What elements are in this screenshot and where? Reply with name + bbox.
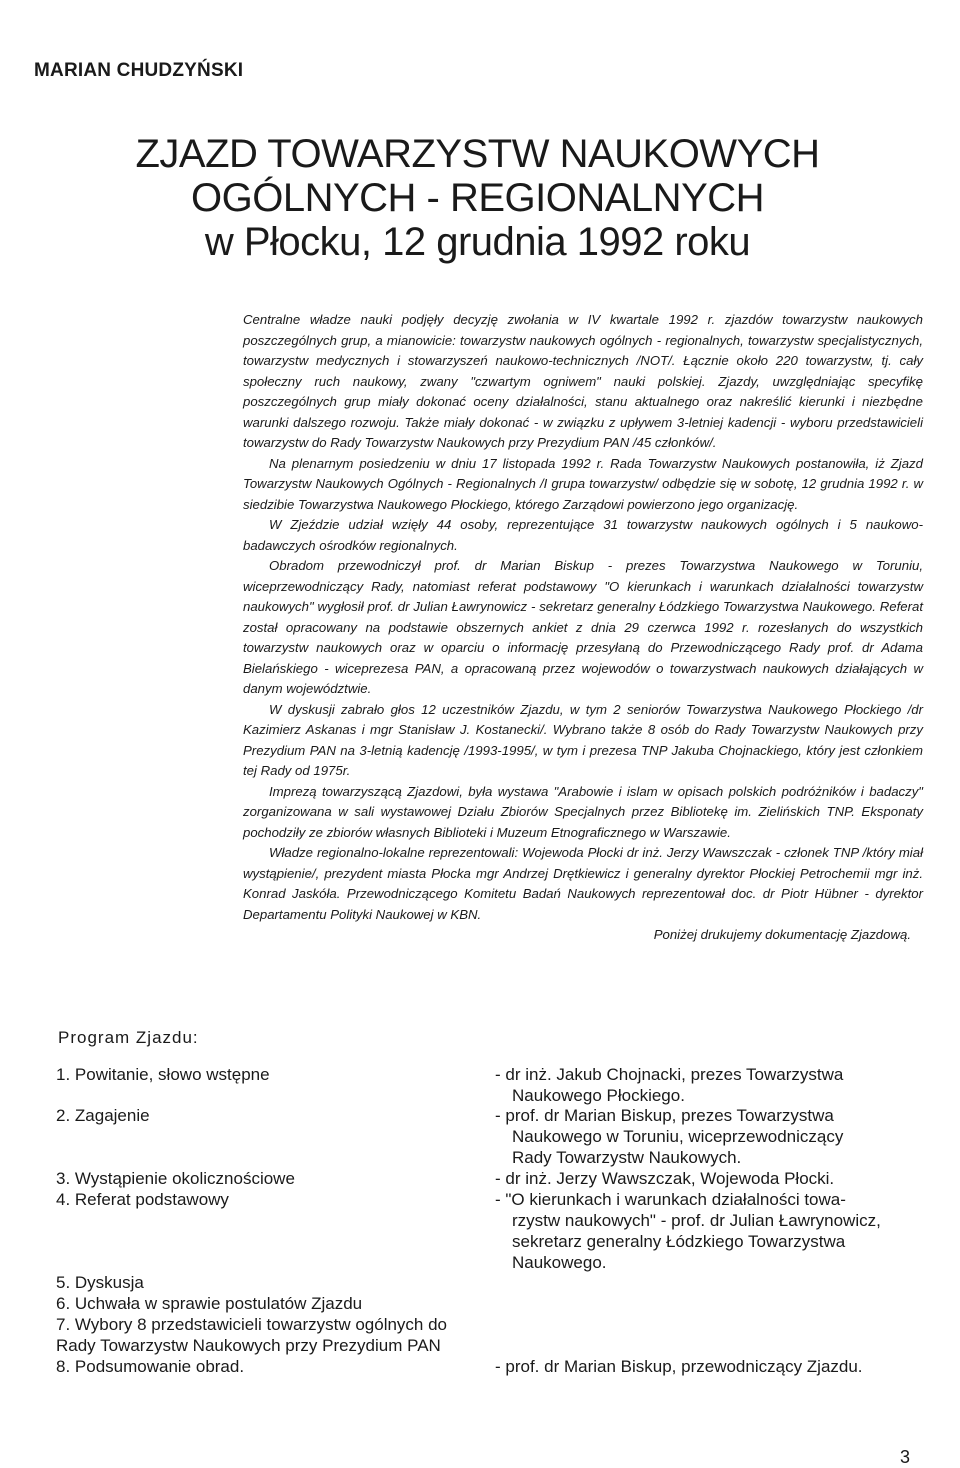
desc-line: Naukowego Płockiego. — [512, 1086, 685, 1105]
title-line-3: w Płocku, 12 grudnia 1992 roku — [204, 220, 751, 264]
paragraph: Na plenarnym posiedzeniu w dniu 17 listopada 1992 r. Rada Towarzystw Naukowych postanowiła, iż Zjazd Towarzystw Naukowych Ogólnych - Regionalnych /I grupa towarzystw/ odbędzie się w sobotę, 12 grudnia 1992 r. w siedzibie Towarzystwa Naukowego Płockiego, którego Zarządowi powierzono jego organizację. — [243, 455, 923, 512]
desc-line: - "O kierunkach i warunkach działalności towa- — [495, 1190, 846, 1209]
program-item-desc — [495, 1064, 895, 1106]
program-item-desc — [495, 1189, 895, 1273]
desc-line: - prof. dr Marian Biskup, prezes Towarzystwa — [495, 1106, 834, 1125]
program-item-label: Rady Towarzystw Naukowych przy Prezydium PAN — [56, 1336, 441, 1355]
desc-line: - prof. dr Marian Biskup, przewodniczący Zjazdu. — [495, 1357, 863, 1376]
program-item-label: 6. Uchwała w sprawie postulatów Zjazdu — [56, 1294, 363, 1313]
article-title — [0, 132, 955, 264]
program-item-label: 1. Powitanie, słowo wstępne — [56, 1065, 270, 1084]
title-line-1: ZJAZD TOWARZYSTW NAUKOWYCH — [135, 132, 820, 176]
paragraph: W Zjeździe udział wzięły 44 osoby, reprezentujące 31 towarzystw naukowych ogólnych i 5 naukowo-badawczych ośrodków regionalnych. — [243, 517, 923, 553]
paragraph: Obradom przewodniczył prof. dr Marian Biskup - prezes Towarzystwa Naukowego w Toruniu, wiceprzewodniczący Rady, natomiast referat podstawowy "O kierunkach i warunkach działalności towarzystw naukowych" wygłosił prof. dr Julian Ławrynowicz - sekretarz generalny Łódzkiego Towarzystwa Naukowego. Referat został opracowany na podstawie obszernych ankiet z dnia 29 czerwca 1992 r. rozesłanych do wszystkich towarzystw naukowych oraz w oparciu o informację przesyłaną do Przewodniczącego Rady prof. dr Adama Bielańskiego - wiceprezesa PAN, a opracowaną przez wojewodów o towarzystwach naukowych działających w danym województwie. — [243, 558, 923, 696]
desc-line: sekretarz generalny Łódzkiego Towarzystwa — [512, 1232, 846, 1251]
desc-line: Rady Towarzystw Naukowych. — [512, 1148, 742, 1167]
program-item-label: 8. Podsumowanie obrad. — [56, 1357, 245, 1376]
program-item-desc — [495, 1168, 895, 1189]
paragraph: Władze regionalno-lokalne reprezentowali: Wojewoda Płocki dr inż. Jerzy Wawszczak - członek TNP /który miał wystąpienie/, prezydent miasta Płocka mgr Andrzej Drętkiewicz i generalny dyrektor Płockiej Petrochemii mgr inż. Konrad Jaskóła. Przewodniczącego Komitetu Badań Naukowych reprezentował doc. dr Piotr Hübner - dyrektor Departamentu Polityki Naukowej w KBN. — [243, 845, 923, 922]
desc-line: - dr inż. Jerzy Wawszczak, Wojewoda Płocki. — [495, 1169, 835, 1188]
page-number: 3 — [899, 1447, 910, 1467]
paragraph: W dyskusji zabrało głos 12 uczestników Zjazdu, w tym 2 seniorów Towarzystwa Naukowego Płockiego /dr Kazimierz Askanas i mgr Stanisław J. Kostanecki/. Wybrano także 8 osób do Rady Towarzystw Naukowych przy Prezydium PAN na 3-letnią kadencję /1993-1995/, w tym i prezesa TNP Jakuba Chojnackiego, który jest członkiem tej Rady od 1975r. — [243, 701, 923, 778]
desc-line: Naukowego w Toruniu, wiceprzewodniczący — [512, 1127, 844, 1146]
program-item-label: 3. Wystąpienie okolicznościowe — [56, 1169, 295, 1188]
program-item-label: 7. Wybory 8 przedstawicieli towarzystw ogólnych do — [56, 1315, 448, 1334]
desc-line: rzystw naukowych" - prof. dr Julian Ławrynowicz, — [512, 1211, 881, 1230]
desc-line: - dr inż. Jakub Chojnacki, prezes Towarzystwa — [495, 1065, 844, 1084]
program-item-label: 2. Zagajenie — [56, 1106, 150, 1125]
author-name: MARIAN CHUDZYŃSKI — [34, 60, 244, 81]
program-item-desc — [495, 1105, 895, 1168]
program-item-label: 4. Referat podstawowy — [56, 1190, 229, 1209]
desc-line: Naukowego. — [512, 1253, 607, 1272]
program-item-label: 5. Dyskusja — [56, 1273, 144, 1292]
paragraph: Imprezą towarzyszącą Zjazdowi, była wystawa "Arabowie i islam w opisach polskich podróżników i badaczy" zorganizowana w sali wystawowej Działu Zbiorów Specjalnych przez Bibliotekę im. Zielińskich TNP. Eksponaty pochodziły ze zbiorów własnych Biblioteki i Muzeum Etnograficznego w Warszawie. — [243, 783, 923, 840]
closing-line: Poniżej drukujemy dokumentację Zjazdową. — [653, 927, 911, 942]
paragraph: Centralne władze nauki podjęły decyzję zwołania w IV kwartale 1992 r. zjazdów towarzystw naukowych poszczególnych grup, a mianowicie: towarzystw naukowych ogólnych - regionalnych, towarzystw specjalistycznych, towarzystw medycznych i stowarzyszeń naukowo-technicznych /NOT/. Łącznie około 220 towarzystw, tj. cały społeczny ruch naukowy, zwany "czwartym ogniwem" nauki polskiej. Zjazdy, uwzględniając specyfikę poszczególnych grup miały dokonać oceny działalności, stanu aktualnego oraz nakreślić kierunki i niezbędne warunki dalszego rozwoju. Także miały dokonać - w związku z upływem 3-letniej kadencji - wyboru przedstawicieli towarzystw do Rady Towarzystw Naukowych przy Prezydium PAN /45 członków/. — [243, 312, 923, 450]
title-line-2: OGÓLNYCH - REGIONALNYCH — [190, 176, 765, 220]
program-item-desc — [495, 1356, 895, 1377]
program-heading: Program Zjazdu: — [58, 1028, 199, 1047]
article-body — [243, 310, 923, 946]
